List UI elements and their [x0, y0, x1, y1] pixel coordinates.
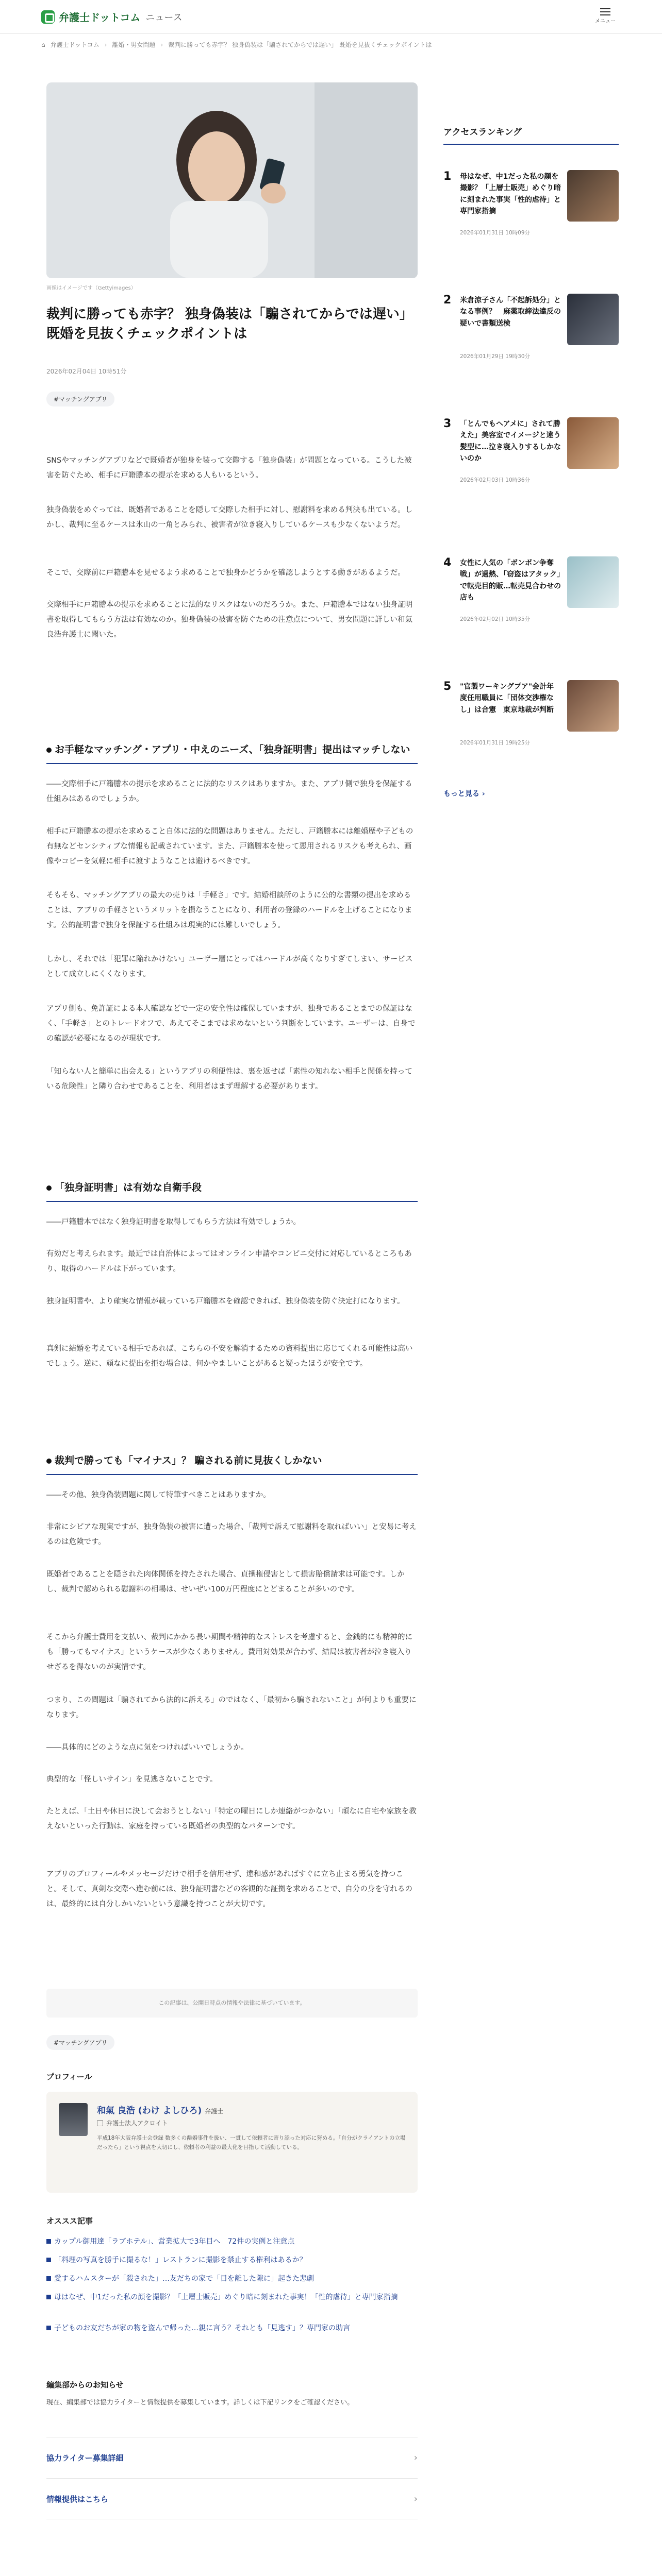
- ranking-thumbnail: [567, 556, 619, 608]
- article-paragraph: そこから弁護士費用を支払い、裁判にかかる長い期間や精神的なストレスを考慮すると、金銭的にも精神的にも「勝ってもマイナス」というケースが少なくありません。費用対効果が合わず、結局は被害者が泣き寝入りせざるを得ないのが実情です。: [46, 1633, 413, 1671]
- legal-note: この記事は、公開日時点の情報や法律に基づいています。: [46, 1989, 418, 2018]
- recommended-link[interactable]: 子どものお友だちが家の物を盗んで帰った…親に言う？それとも「見逃す」？専門家の助言: [46, 2323, 428, 2334]
- building-icon: [97, 2120, 103, 2126]
- chevron-right-icon: ›: [413, 2493, 418, 2504]
- profile-heading: プロフィール: [46, 2072, 92, 2081]
- article-paragraph: 独身証明書や、より確実な情報が載っている戸籍謄本を確認できれば、独身偽装を防ぐ決定打になります。: [46, 1297, 405, 1306]
- author-profile: [46, 2092, 418, 2193]
- breadcrumb-separator: ›: [160, 41, 163, 48]
- ranking-item[interactable]: [443, 294, 619, 366]
- ranking-number: 3: [443, 417, 452, 430]
- ranking-number: 4: [443, 556, 452, 569]
- article-paragraph: SNSやマッチングアプリなどで既婚者が独身を装って交際する「独身偽装」が問題となっている。こうした被害を防ぐため、相手に戸籍謄本の提示を求める人もいるという。: [46, 456, 412, 480]
- article-paragraph: 交際相手に戸籍謄本の提示を求めることに法的なリスクはないのだろうか。また、戸籍謄本ではない独身証明書を取得してもらう方法は有効なのか。独身偽装の被害を防ぐための注意点について、男女問題に詳しい和氣良浩弁護士に聞いた。: [46, 601, 413, 639]
- home-icon[interactable]: ⌂: [41, 41, 45, 48]
- article-date: 2026年02月04日 10時51分: [46, 368, 127, 375]
- square-bullet-icon: [46, 2239, 51, 2244]
- article-paragraph: 非常にシビアな現実ですが、独身偽装の被害に遭った場合、「裁判で訴えて慰謝料を取ればいい」と安易に考えるのは危険です。: [46, 1523, 417, 1546]
- menu-label: メニュー: [595, 19, 616, 24]
- breadcrumb-item[interactable]: 離婚・男女問題: [112, 41, 156, 48]
- author-name[interactable]: 和氣 良浩 (わけ よしひろ) 弁護士: [97, 2106, 224, 2116]
- article-paragraph: ――戸籍謄本ではなく独身証明書を取得してもらう方法は有効でしょうか。: [46, 1218, 301, 1226]
- article-paragraph: つまり、この問題は「騙されてから法的に訴える」のではなく、「最初から騙されないこと」が何よりも重要になります。: [46, 1696, 417, 1719]
- author-role: 弁護士: [205, 2108, 224, 2115]
- tag-chip[interactable]: #マッチングアプリ: [46, 392, 114, 406]
- ranking-date: 2026年02月03日 10時36分: [460, 477, 531, 483]
- article-paragraph: 既婚者であることを隠された肉体関係を持たされた場合、貞操権侵害として損害賠償請求は可能です。しかし、裁判で認められる慰謝料の相場は、せいぜい100万円程度にとどまることが多いのです。: [46, 1570, 405, 1594]
- ranking-heading: アクセスランキング: [443, 125, 619, 145]
- article-paragraph: 真剣に結婚を考えている相手であれば、こちらの不安を解消するための資料提出に応じてくれる可能性は高いでしょう。逆に、頑なに提出を拒む場合は、何かやましいことがあると疑ったほうが安全です。: [46, 1345, 413, 1368]
- author-photo: [59, 2103, 88, 2136]
- ranking-thumbnail: [567, 680, 619, 732]
- section-heading: 「独身証明書」は有効な自衛手段: [46, 1180, 418, 1202]
- breadcrumb-separator: ›: [104, 41, 107, 48]
- ranking-thumbnail: [567, 294, 619, 345]
- breadcrumb-current: 裁判に勝っても赤字？ 独身偽装は「騙されてからでは遅い」 既婚を見抜くチェックポイントは: [168, 41, 432, 48]
- recommended-heading: オススス記事: [46, 2216, 93, 2226]
- article-paragraph: ――その他、独身偽装問題に関して特筆すべきことはありますか。: [46, 1491, 271, 1499]
- hamburger-icon: [600, 8, 610, 15]
- ranking-date: 2026年01月31日 10時09分: [460, 230, 531, 236]
- author-description: 平成18年大阪弁護士会登録 数多くの離婚事件を扱い、一貫して依頼者に寄り添った対応に努める。「自分がクライアントの立場だったら」という視点を大切にし、依頼者の利益の最大化を目指して活動している。: [97, 2135, 406, 2150]
- article-paragraph: 相手に戸籍謄本の提示を求めること自体に法的な問題はありません。ただし、戸籍謄本には離婚歴や子どもの有無などセンシティブな情報も記載されています。また、戸籍謄本を使って悪用されるリスクも考えられ、画像やコピーを気軽に相手に渡すようなことは避けるべきです。: [46, 827, 413, 866]
- site-header: [0, 0, 662, 34]
- article-title: 裁判に勝っても赤字？ 独身偽装は「騙されてからでは遅い」 既婚を見抜くチェックポイントは: [46, 307, 413, 342]
- tag-chip[interactable]: #マッチングアプリ: [46, 2035, 114, 2050]
- article-paragraph: アプリのプロフィールやメッセージだけで相手を信用せず、違和感があればすぐに立ち止まる勇気を持つこと。そして、真剣な交際へ進む前には、独身証明書などの客観的な証拠を求めることで、自分の身を守れるのは、最終的には自分しかいないという意識を持つことが大切です。: [46, 1870, 412, 1908]
- article-paragraph: しかし、それでは「犯罪に陥れかけない」ユーザー層にとってはハードルが高くなりすぎてしまい、サービスとして成立しにくくなります。: [46, 955, 413, 978]
- ranking-item[interactable]: [443, 680, 619, 752]
- breadcrumb: [41, 40, 432, 49]
- recommended-link[interactable]: カップル御用達「ラブホテル」、営業拡大で3年目へ 72件の実例と注意点: [46, 2236, 428, 2247]
- ranking-thumbnail: [567, 417, 619, 469]
- ranking-number: 2: [443, 294, 452, 307]
- image-caption: 画像はイメージです（Gettyimages）: [46, 285, 136, 291]
- bullet-icon: [46, 1459, 52, 1464]
- logo-section: ニュース: [145, 12, 183, 23]
- article-paragraph: ――具体的にどのような点に気をつければいいでしょうか。: [46, 1743, 249, 1752]
- bullet-icon: [46, 748, 52, 753]
- ranking-title: "官製ワーキングプア"会計年度任用職員に「団体交渉権なし」は合憲 東京地裁が判断: [460, 683, 554, 714]
- square-bullet-icon: [46, 2295, 51, 2299]
- section-heading: 裁判で勝っても「マイナス」？ 騙される前に見抜くしかない: [46, 1453, 418, 1475]
- article-paragraph: アプリ側も、免許証による本人確認などで一定の安全性は確保していますが、独身であることまでの保証はなく、「手軽さ」とのトレードオフで、あえてそこまでは求めないという判断をしています。ユーザーは、自身での確認が必要になるのが現状です。: [46, 1005, 416, 1043]
- writer-recruit-link[interactable]: 協力ライター募集詳細 ›: [46, 2437, 418, 2478]
- article-hero-image: [46, 82, 418, 278]
- chevron-right-icon: ›: [413, 2452, 418, 2463]
- article-paragraph: 典型的な「怪しいサイン」を見逃さないことです。: [46, 1775, 218, 1784]
- recommended-link[interactable]: 「料理の写真を勝手に撮るな！」レストランに撮影を禁止する権利はあるか？: [46, 2255, 428, 2266]
- bullet-icon: [46, 1185, 52, 1191]
- ranking-title: 米倉涼子さん「不起訴処分」となる事例？ 麻薬取締法違反の疑いで書類送検: [460, 296, 561, 328]
- article-paragraph: ――交際相手に戸籍謄本の提示を求めることに法的なリスクはありますか。また、アプリ側で独身を保証する仕組みはあるのでしょうか。: [46, 780, 412, 803]
- logo-icon: [41, 10, 55, 24]
- author-firm[interactable]: 弁護士法人アクロイト: [97, 2119, 168, 2127]
- ranking-more-link[interactable]: もっと見る ›: [443, 790, 485, 798]
- article-paragraph: そもそも、マッチングアプリの最大の売りは「手軽さ」です。結婚相談所のように公的な書類の提出を求めることは、アプリの手軽さというメリットを損なうことになり、利用者の登録のハードルを上げることになります。公的証明書で独身を保証する仕組みは現実的には難しいでしょう。: [46, 891, 412, 929]
- ranking-date: 2026年01月29日 19時30分: [460, 353, 531, 360]
- ranking-title: 母はなぜ、中1だった私の顔を撮影？「上層士販売」めぐり暗に刻まれた事実「性的虐待」と専門家指摘: [460, 173, 561, 216]
- site-logo[interactable]: [41, 9, 183, 24]
- woman-phone-illustration: [46, 82, 418, 278]
- article-paragraph: たとえば、「土日や休日に決して会おうとしない」「特定の曜日にしか連絡がつかない」「頑なに自宅や家族を教えないといった行動は、家庭を持っている既婚者の典型的なパターンです。: [46, 1807, 417, 1831]
- square-bullet-icon: [46, 2258, 51, 2262]
- breadcrumb-item[interactable]: 弁護士ドットコム: [50, 41, 100, 48]
- ranking-item[interactable]: [443, 417, 619, 489]
- editorial-heading: 編集部からのお知らせ: [46, 2380, 124, 2389]
- ranking-number: 1: [443, 170, 452, 183]
- ranking-title: 女性に人気の「ボンボン争奪戦」が過熱、「窃盗はアタック」で転売目的販…転売見合わせの店も: [460, 559, 561, 602]
- article-paragraph: 独身偽装をめぐっては、既婚者であることを隠して交際した相手に対し、慰謝料を求める判決も出ている。しかし、裁判に至るケースは氷山の一角とみられ、被害者が泣き寝入りしているケースも少なくないようだ。: [46, 506, 413, 529]
- info-submit-link[interactable]: 情報提供はこちら ›: [46, 2478, 418, 2519]
- menu-button[interactable]: [593, 6, 618, 28]
- square-bullet-icon: [46, 2276, 51, 2281]
- ranking-number: 5: [443, 680, 452, 693]
- ranking-thumbnail: [567, 170, 619, 222]
- square-bullet-icon: [46, 2326, 51, 2330]
- logo-text: 弁護士ドットコム: [59, 11, 141, 24]
- ranking-item[interactable]: [443, 556, 619, 629]
- article-paragraph: そこで、交際前に戸籍謄本を見せるよう求めることで独身かどうかを確認しようとする動きがあるようだ。: [46, 569, 405, 577]
- ranking-date: 2026年01月31日 19時25分: [460, 740, 531, 746]
- chevron-right-icon: ›: [482, 790, 485, 798]
- ranking-item[interactable]: [443, 170, 619, 242]
- section-heading: お手軽なマッチング・アプリ・中えのニーズ、「独身証明書」提出はマッチしない: [46, 742, 418, 764]
- article-paragraph: 「知らない人と簡単に出会える」というアプリの利便性は、裏を返せば「素性の知れない相手と関係を持っている危険性」と隣り合わせであることを、利用者はまず理解する必要があります。: [46, 1067, 412, 1091]
- article-paragraph: 有効だと考えられます。最近では自治体によってはオンライン申請やコンビニ交付に対応しているところもあり、取得のハードルは下がっています。: [46, 1250, 412, 1273]
- editorial-text: 現在、編集部では協力ライターと情報提供を募集しています。詳しくは下記リンクをご確認ください。: [46, 2399, 354, 2406]
- ranking-date: 2026年02月02日 10時35分: [460, 616, 531, 622]
- recommended-link[interactable]: 愛するハムスターが「殺された」…友だちの家で「目を離した隙に」起きた悲劇: [46, 2273, 428, 2284]
- recommended-link[interactable]: 母はなぜ、中1だった私の顔を撮影？「上層士販売」めぐり暗に刻まれた事実！「性的虐待」と専門家指摘: [46, 2292, 428, 2303]
- ranking-title: 「とんでもヘアメに」されて勝えた」美容室でイメージと違う髪型に…泣き寝入りするしかないのか: [460, 420, 561, 463]
